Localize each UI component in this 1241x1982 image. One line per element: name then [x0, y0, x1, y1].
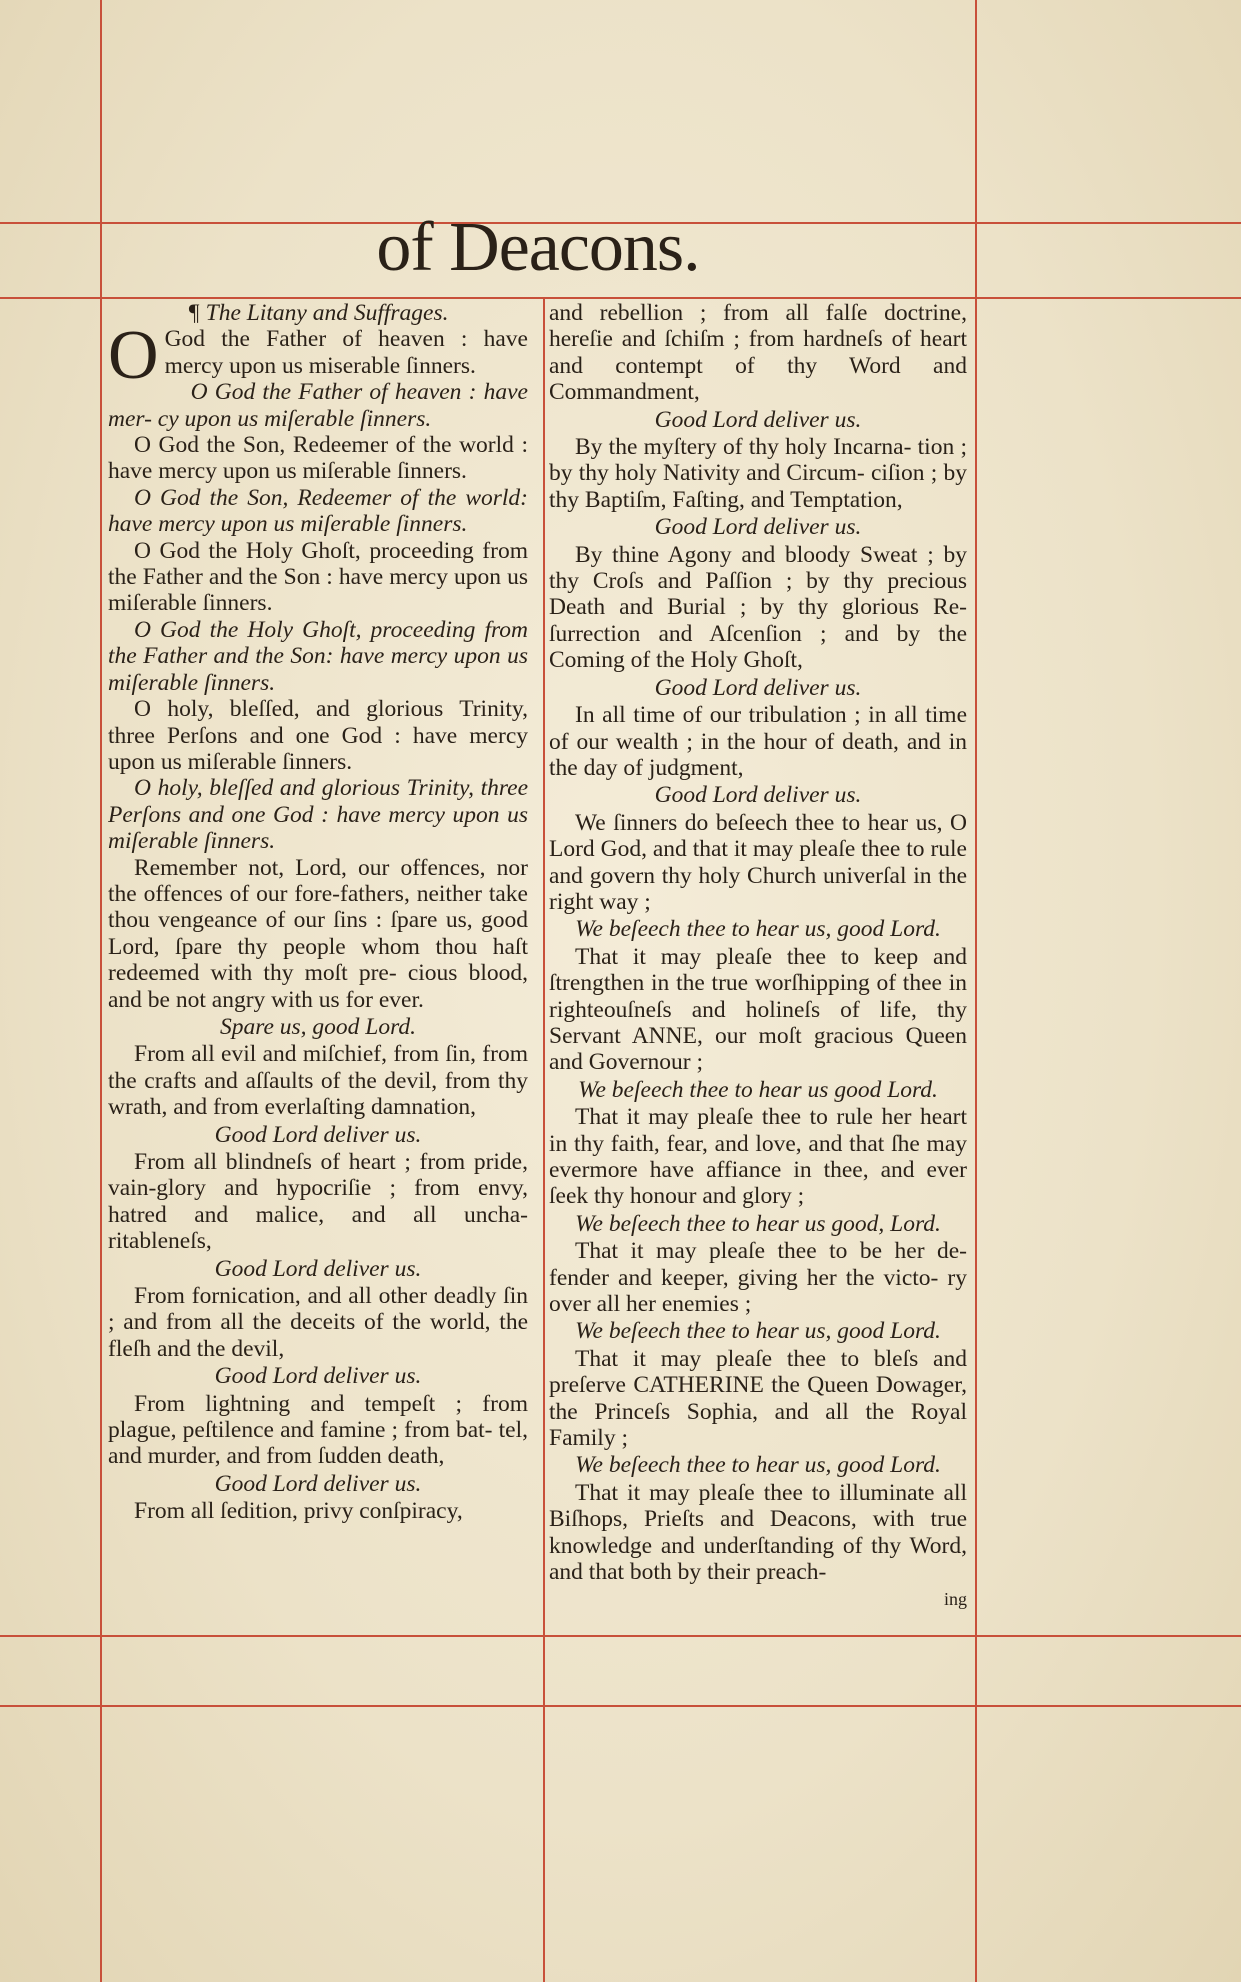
response-line: Good Lord deliver us.	[654, 406, 862, 433]
section-heading: ¶ The Litany and Suffrages.	[187, 300, 449, 326]
petition-response: O God the Holy Ghoſt, proceeding from the Father and the Son: have mercy upon us miſerable ſinners.	[108, 616, 528, 696]
response-line: Good Lord deliver us.	[214, 1121, 422, 1148]
response-line: We beſeech thee to hear us, good Lord.	[575, 916, 941, 943]
petition-paragraph: O God the Holy Ghoſt, proceeding from the Father and the Son : have mercy upon us miſerable ſinners.	[108, 537, 528, 617]
petition-paragraph: We ſinners do beſeech thee to hear us, O Lord God, and that it may pleaſe thee to rule and govern thy holy Church univerſal in the right way ;	[549, 809, 967, 915]
petition-paragraph: From all evil and miſchief, from ſin, from the crafts and aſſaults of the devil, from thy wrath, and from everlaſting damnation,	[108, 1041, 528, 1121]
petition-response: O God the Father of heaven : have mer- cy upon us miſerable ſinners.	[108, 379, 528, 432]
response-line: Good Lord deliver us.	[654, 782, 862, 809]
right-column	[549, 300, 967, 1625]
petition-paragraph: That it may pleaſe thee to bleſs and preſerve CATHERINE the Queen Dowager, the Princeſs Sophia, and all the Royal Family ;	[549, 1345, 967, 1452]
petition-paragraph: From fornication, and all other deadly ſin ; and from all the deceits of the world, the fleſh and the devil,	[108, 1283, 528, 1362]
footer-rule	[0, 1635, 1241, 1637]
opening-paragraph	[108, 317, 528, 395]
petition-paragraph: By the myſtery of thy holy Incarna- tion ; by thy holy Nativity and Circum- ciſion ; by thy Baptiſm, Faſting, and Temptation,	[549, 434, 967, 513]
bottom-rule	[0, 1705, 1241, 1707]
petition-paragraph: That it may pleaſe thee to illuminate all Biſhops, Prieſts and Deacons, with true knowledge and underſtanding of thy Word, and that both by their preach-	[549, 1479, 967, 1586]
petition-paragraph: O God the Son, Redeemer of the world : have mercy upon us miſerable ſinners.	[108, 432, 528, 485]
header-rule-bottom	[0, 297, 1241, 299]
petition-response: O holy, bleſſed and glorious Trinity, three Perſons and one God : have mercy upon us miſerable ſinners.	[108, 775, 528, 855]
response-line: Good Lord deliver us.	[654, 674, 862, 701]
response-line: We beſeech thee to hear us good Lord.	[578, 1076, 938, 1103]
petition-paragraph: That it may pleaſe thee to keep and ſtrengthen in the true worſhipping of thee in righteouſneſs and holineſs of life, thy Servant ANNE, our moſt gracious Queen and Governour ;	[549, 943, 967, 1076]
petition-paragraph: Remember not, Lord, our offences, nor the offences of our fore-fathers, neither take thou vengeance of our ſins : ſpare us, good Lord, ſpare thy people whom thou haſt redeemed with thy moſt pre- cious blood, and be not angry with us for ever.	[108, 854, 528, 1013]
petition-paragraph: From lightning and tempeſt ; from plague, peſtilence and famine ; from bat- tel, and murder, and from ſudden death,	[108, 1390, 528, 1470]
response-line: Spare us, good Lord.	[219, 1013, 417, 1040]
opening-text: God the Father of heaven : have mercy upon us miserable ſinners.	[164, 326, 528, 379]
response-line: We beſeech thee to hear us good, Lord.	[575, 1210, 941, 1237]
petition-paragraph: and rebellion ; from all falſe doctrine, hereſie and ſchiſm ; from hardneſs of heart and contempt of thy Word and Commandment,	[549, 300, 967, 406]
response-line: We beſeech thee to hear us, good Lord.	[575, 1318, 941, 1345]
petition-paragraph: By thine Agony and bloody Sweat ; by thy Croſs and Paſſion ; by thy precious Death and Burial ; by thy glorious Re- ſurrection and Aſcenſion ; and by the Coming of the Holy Ghoſt,	[549, 541, 967, 674]
response-line: Good Lord deliver us.	[214, 1470, 422, 1497]
page-title: of Deacons.	[376, 209, 700, 286]
petition-paragraph: From all blindneſs of heart ; from pride, vain-glory and hypocriſie ; from envy, hatred and malice, and all uncha- ritableneſs,	[108, 1149, 528, 1255]
petition-response: O God the Son, Redeemer of the world: have mercy upon us miſerable ſinners.	[108, 484, 528, 538]
response-line: Good Lord deliver us.	[214, 1255, 422, 1282]
response-line: Good Lord deliver us.	[654, 514, 862, 541]
petition-paragraph: From all ſedition, privy conſpiracy,	[134, 1498, 463, 1525]
column-rule-center	[543, 297, 545, 1982]
drop-cap: O	[108, 317, 159, 395]
left-column	[108, 300, 528, 1625]
petition-paragraph: In all time of our tribulation ; in all time of our wealth ; in the hour of death, and in the day of judgment,	[549, 702, 967, 781]
petition-paragraph: O holy, bleſſed, and glorious Trinity, three Perſons and one God : have mercy upon us miſerable ſinners.	[108, 696, 528, 775]
petition-paragraph: That it may pleaſe thee to be her de- fender and keeper, giving her the victo- ry over all her enemies ;	[549, 1238, 967, 1318]
response-line: We beſeech thee to hear us, good Lord.	[575, 1452, 941, 1479]
petition-paragraph: That it may pleaſe thee to rule her heart in thy faith, fear, and love, and that ſhe may evermore have affiance in thee, and ever ſeek thy honour and glory ;	[549, 1104, 967, 1210]
response-line: Good Lord deliver us.	[214, 1363, 422, 1390]
catchword: ing	[943, 1588, 967, 1609]
